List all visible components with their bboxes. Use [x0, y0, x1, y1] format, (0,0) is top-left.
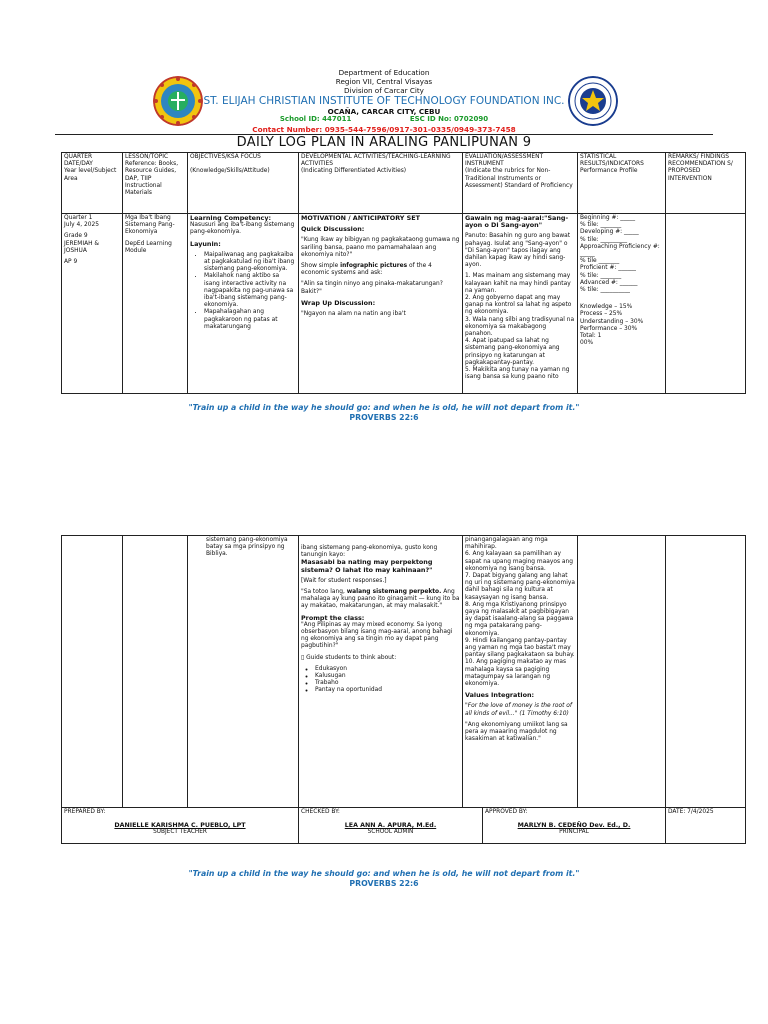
table-row [62, 536, 746, 808]
header-lesson: LESSON/TOPIC Reference: Books, Resource Guides, DAP, TIIP Instructional Materials [123, 153, 188, 214]
stat-line: % tile: _________ [580, 236, 628, 243]
checked-name: LEA ANN A. APURA, M.Ed. [344, 822, 437, 830]
header-quarter: QUARTER DATE/DAY Year level/Subject Area [62, 153, 123, 214]
objectives-cell [188, 536, 299, 808]
show-instruction [301, 263, 460, 277]
plan-table-page-2 [61, 535, 746, 808]
statement: 3. Wala nang silbi ang tradisyunal na ekonomiya sa makabagong panahon. [465, 316, 575, 338]
page-title: DAILY LOG PLAN IN ARALING PANLIPUNAN 9 [236, 135, 532, 150]
weight-line: Process – 25% [580, 311, 623, 318]
motivation-heading: MOTIVATION / ANTICIPATORY SET [301, 214, 420, 222]
quarter-cell [62, 536, 123, 808]
table-header-row [62, 153, 746, 214]
statement: 10. Ang pagiging makatao ay mas mahalaga kaysa sa pagiging matagumpay sa larangan ng ekonomiya. [465, 659, 567, 688]
header-objectives: OBJECTIVES/KSA FOCUS (Knowledge/Skills/Attitude) [188, 153, 299, 214]
stat-line: Advanced #: ______ [580, 279, 638, 286]
date-cell [666, 808, 746, 844]
answer-bold: walang sistemang perpekto. [346, 589, 442, 596]
contact-numbers: Contact Number: 0935-544-7596/0917-301-0335/0949-373-7458 [252, 125, 516, 134]
stat-line: Proficient #: ______ [580, 265, 636, 272]
prepared-name: DANIELLE KARISHMA C. PUEBLO, LPT [114, 822, 246, 830]
statistics-cell [578, 536, 666, 808]
statement: 4. Apat ipatupad sa lahat ng sistemang pang-ekonomiya ang prinsipyo ng katarungan at pagkakapantay-pantay. [465, 338, 560, 366]
header-evaluation: EVALUATION/ASSESSMENT INSTRUMENT (Indicate the rubrics for Non-Traditional Instruments or Assessment) Standard of Proficiency [463, 153, 578, 214]
instructions: Panuto: Basahin ng guro ang bawat pahayag. Isulat ang "Sang-ayon" o "Di Sang-ayon" tapos ilagay ang dahilan kapag ikaw ay hindi sang-ayon. [465, 233, 571, 269]
wrap-up-heading: Wrap Up Discussion: [301, 298, 376, 307]
table-row [62, 214, 746, 394]
weight-line: 00% [580, 340, 594, 347]
statement: 8. Ang mga Kristiyanong prinsipyo gaya ng malasakit at pagbibigayan ay dapat isaalang-alang sa paggawa ng mga patakarang pang-ekonomiya. [465, 601, 574, 637]
competency-label: Learning Competency: [190, 214, 272, 222]
topics-list [301, 666, 460, 695]
lesson-cell [123, 536, 188, 808]
lesson-topic: Mga Iba't Ibang Sistemang Pang-Ekonomiya [125, 215, 175, 236]
prepared-label: PREPARED BY: [64, 809, 106, 815]
question-1: "Kung ikaw ay bibigyan ng pagkakataong gumawa ng sariling bansa, paano mo pamamahalaan ang ekonomiya nito?" [301, 237, 460, 258]
bible-quote: "Train up a child in the way he should go: and when he is old, he will not depart from it." [188, 403, 580, 412]
signature-date: DATE: 7/4/2025 [668, 809, 714, 815]
lesson-date: July 4, 2025 [64, 222, 99, 229]
layunin-label: Layunin: [190, 239, 221, 248]
wait-note: [Wait for student responses.] [301, 577, 387, 584]
statistics-cell [578, 214, 666, 394]
show-bold: infographic pictures [340, 263, 408, 270]
values-closing: "Ang ekonomiyang umiikot lang sa pera ay maaaring magdulot ng kasakiman at katiwalian." [465, 721, 568, 743]
stat-line: % tile: __________ [580, 287, 630, 294]
stat-line: Approaching Proficiency #: _____ [580, 243, 660, 258]
esc-id: ESC ID No: 0702090 [409, 115, 489, 123]
list-item: • Makilahok nang aktibo sa isang interactive activity na nagpapakita ng pag-unawa sa iba't-ibang sistemang pang-ekonomiya. [204, 273, 296, 309]
quarter: Quarter 1 [64, 215, 93, 221]
activities-cell [299, 214, 463, 394]
discussion-question: Masasabi ba nating may perpektong sistema? O lahat ito may kahinaan?" [301, 558, 433, 574]
statement: 6. Ang kalayaan sa pamilihan ay sapat na upang maging maayos ang ekonomiya ng isang bansa. [465, 551, 573, 572]
prepared-by-cell [62, 808, 299, 844]
statement: 1. Mas mainam ang sistemang may kalayaan kahit na may hindi pantay na yaman. [465, 273, 571, 294]
objective-continuation: sistemang pang-ekonomiya batay sa mga prinsipyo ng Bibliya. [206, 537, 288, 558]
school-address: OCAÑA, CARCAR CITY, CEBU [327, 107, 441, 116]
show-text: Show simple [301, 263, 341, 270]
school-id: School ID: 447011 [279, 115, 352, 123]
bible-quote: "Train up a child in the way he should go: and when he is old, he will not depart from it." [188, 869, 580, 878]
list-item: ◦ Kalusugan [315, 673, 460, 680]
subject: AP 9 [64, 259, 78, 266]
activities-cell [299, 536, 463, 808]
discussion-answer [301, 589, 460, 611]
evaluation-cell [463, 536, 578, 808]
evaluation-cell [463, 214, 578, 394]
department-line: Department of Education [338, 68, 430, 77]
guide-note: ▯ Guide students to think about: [301, 654, 397, 661]
stat-line: % tile: _______ [580, 272, 622, 279]
header-remarks: REMARKS/ FINDINGS RECOMMENDATION S/ PROPOSED INTERVENTION [666, 153, 746, 214]
objectives-list [190, 252, 296, 331]
division-line: Division of Carcar City [344, 86, 424, 95]
checked-by-cell [299, 808, 483, 844]
statement: 5. Makikita ang tunay na yaman ng isang bansa sa kung paano nito [465, 367, 570, 381]
approved-by-cell [483, 808, 666, 844]
signature-table [61, 807, 746, 844]
prompt-heading: Prompt the class: [301, 613, 365, 622]
region-line: Region VII, Central Visayas [335, 77, 433, 86]
statement: 7. Dapat bigyang galang ang lahat ng uri ng sistemang pang-ekonomiya dahil bahagi sila ng kultura at kasaysayan ng isang bansa. [465, 573, 575, 601]
remarks-cell [666, 214, 746, 394]
approved-label: APPROVED BY: [485, 809, 528, 815]
approved-name: MARLYN B. CEDEÑO Dev. Ed., D. [517, 822, 631, 830]
bible-reference: PROVERBS 22:6 [349, 879, 419, 888]
prompt-question: "Ang Pilipinas ay may mixed economy. Sa iyong obserbasyon bilang isang mag-aaral, anong bahagi ng ekonomiya ang sa tingin mo ay dapat pang pagbutihin?" [301, 621, 453, 650]
stat-line: Developing #: _____ [580, 229, 639, 236]
activity-title: Gawain ng mag-aaral:"Sang-ayon o Di Sang-ayon" [465, 214, 569, 230]
bible-reference: PROVERBS 22:6 [349, 413, 419, 422]
section: JEREMIAH & JOSHUA [64, 240, 100, 254]
weight-line: Performance – 30% [580, 325, 638, 332]
show-text-end: of the 4 economic systems and ask: [301, 263, 432, 277]
checked-label: CHECKED BY: [301, 809, 340, 815]
stat-line: % tile _______ [580, 258, 620, 265]
list-item: ◦ Pantay na oportunidad [315, 687, 460, 694]
statement: pinangangalagaan ang mga mahihirap. [465, 537, 548, 551]
question-3: "Ngayon na alam na natin ang iba't [301, 311, 406, 318]
school-name: ST. ELIJAH CHRISTIAN INSTITUTE OF TECHNOLOGY FOUNDATION INC. [203, 95, 565, 107]
weight-line: Total: 1 [580, 333, 602, 340]
remarks-cell [666, 536, 746, 808]
grade-level: Grade 9 [64, 233, 88, 240]
reference: DepEd Learning Module [125, 240, 172, 254]
quarter-cell [62, 214, 123, 394]
question-2: "Alin sa tingin ninyo ang pinaka-makatarungan? Bakit?" [301, 281, 443, 295]
weight-line: Knowledge – 15% [580, 304, 633, 311]
discussion-text: ibang sistemang pang-ekonomiya, gusto kong tanungin kayo: [301, 545, 438, 559]
school-ids [0, 115, 768, 123]
header-activities: DEVELOPMENTAL ACTIVITIES/TEACHING-LEARNING ACTIVITIES (Indicating Differentiated Activities) [299, 153, 463, 214]
list-item: ◦ Trabaho [315, 680, 460, 687]
statement: 2. Ang gobyerno dapat ang may ganap na kontrol sa lahat ng aspeto ng ekonomiya. [465, 295, 572, 316]
header-statistics: STATISTICAL RESULTS/INDICATORS Performance Profile [578, 153, 666, 214]
list-item: • Mapahalagahan ang pagkakaroon ng patas at makatarungang [204, 309, 296, 331]
quick-discussion-heading: Quick Discussion: [301, 225, 365, 234]
checked-role: SCHOOL ADMIN [367, 829, 414, 836]
answer-text-end: Ang mahalaga ay kung paano ito ginagamit — kung ito ba ay makatao, makatarungan, at may malasakit." [301, 589, 460, 610]
list-item: ◦ Edukasyon [315, 666, 460, 673]
statement: 9. Hindi kailangang pantay-pantay ang yaman ng mga tao basta't may pantay silang pagkakataon sa buhay. [465, 637, 575, 659]
list-item: • Maipaliwanag ang pagkakaiba at pagkakatulad ng iba't ibang sistemang pang-ekonomiya. [204, 252, 296, 274]
approved-role: PRINCIPAL [559, 829, 589, 836]
objectives-cell [188, 214, 299, 394]
answer-text: "Sa totoo lang, [301, 589, 347, 596]
values-heading: Values Integration: [465, 691, 535, 700]
plan-table-page-1 [61, 152, 746, 394]
stat-line: % tile: _______ [580, 222, 622, 229]
competency-text: Nasusuri ang iba't-ibang sistemang pang-ekonomiya. [190, 222, 295, 236]
lesson-cell [123, 214, 188, 394]
weight-line: Understanding – 30% [580, 318, 644, 325]
prepared-role: SUBJECT TEACHER [153, 829, 207, 836]
stat-line: Beginning #: _____ [580, 215, 636, 221]
signature-row [62, 808, 746, 844]
values-verse: "For the love of money is the root of all kinds of evil..." (1 Timothy 6:10) [465, 703, 572, 717]
